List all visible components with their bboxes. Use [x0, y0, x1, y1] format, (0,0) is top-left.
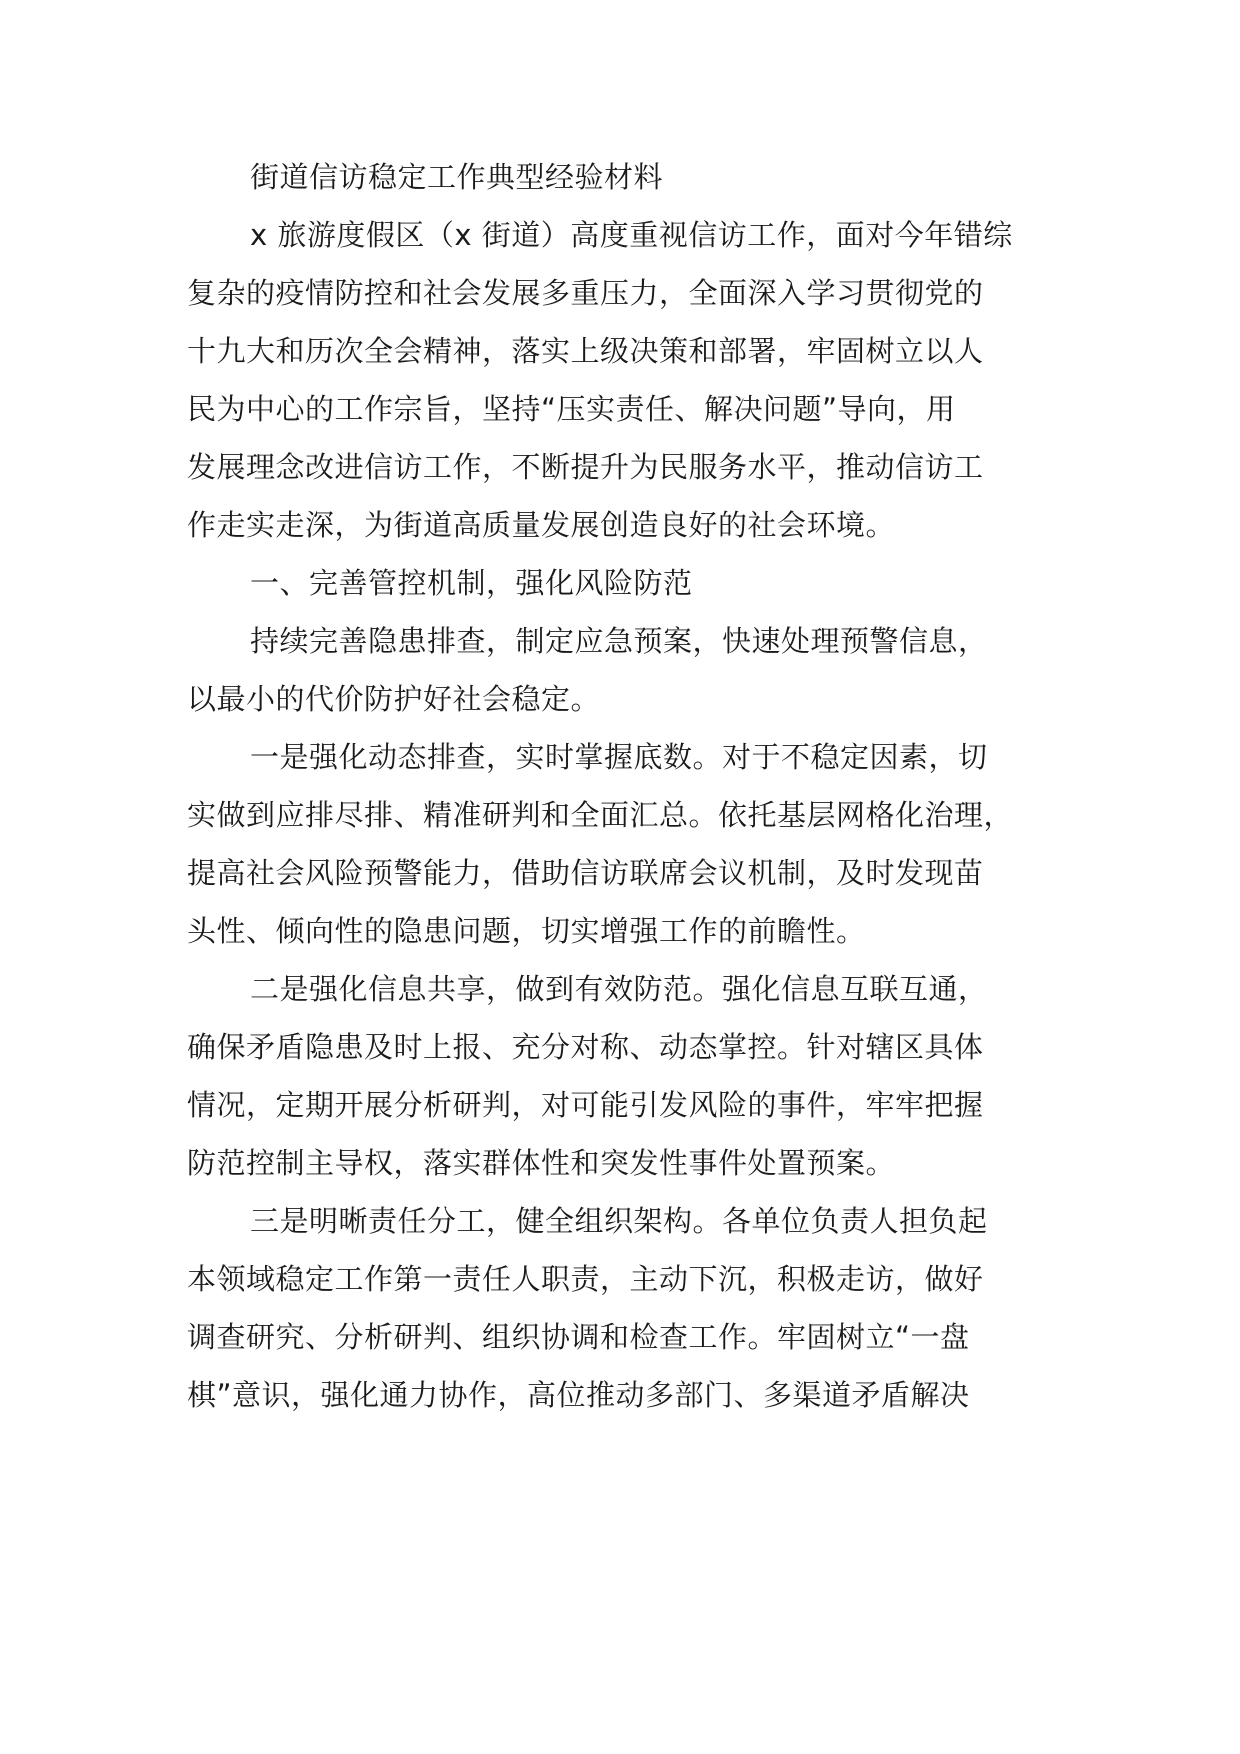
paragraph-line: 确保矛盾隐患及时上报、充分对称、动态掌控。针对辖区具体 [187, 1030, 984, 1064]
paragraph-line: 以最小的代价防护好社会稳定。 [187, 682, 601, 716]
paragraph-line: 本领域稳定工作第一责任人职责，主动下沉，积极走访，做好 [187, 1262, 984, 1296]
paragraph-line: 民为中心的工作宗旨，坚持“压实责任、解决问题”导向，用 [187, 392, 956, 426]
paragraph-line: 持续完善隐患排查，制定应急预案，快速处理预警信息， [250, 624, 988, 658]
paragraph-line: 棋”意识，强化通力协作，高位推动多部门、多渠道矛盾解决 [187, 1378, 970, 1412]
paragraph-line: 十九大和历次全会精神，落实上级决策和部署，牢固树立以人 [187, 334, 984, 368]
paragraph-line: 实做到应排尽排、精准研判和全面汇总。依托基层网格化治理， [187, 798, 1014, 832]
paragraph-line: 调查研究、分析研判、组织协调和检查工作。牢固树立“一盘 [187, 1320, 970, 1354]
paragraph-line: 作走实走深，为街道高质量发展创造良好的社会环境。 [187, 508, 896, 542]
paragraph-line: 三是明晰责任分工，健全组织架构。各单位负责人担负起 [250, 1204, 988, 1238]
paragraph-line: x 旅游度假区（x 街道）高度重视信访工作，面对今年错综 [250, 218, 1013, 252]
paragraph-line: 发展理念改进信访工作，不断提升为民服务水平，推动信访工 [187, 450, 984, 484]
paragraph-line: 情况，定期开展分析研判，对可能引发风险的事件，牢牢把握 [187, 1088, 984, 1122]
paragraph-line: 防范控制主导权，落实群体性和突发性事件处置预案。 [187, 1146, 896, 1180]
section-heading: 一、完善管控机制，强化风险防范 [250, 566, 693, 600]
paragraph-line: 复杂的疫情防控和社会发展多重压力，全面深入学习贯彻党的 [187, 276, 984, 310]
document-title: 街道信访稳定工作典型经验材料 [250, 160, 664, 194]
paragraph-line: 二是强化信息共享，做到有效防范。强化信息互联互通， [250, 972, 988, 1006]
paragraph-line: 一是强化动态排查，实时掌握底数。对于不稳定因素，切 [250, 740, 988, 774]
paragraph-line: 提高社会风险预警能力，借助信访联席会议机制，及时发现苗 [187, 856, 984, 890]
paragraph-line: 头性、倾向性的隐患问题，切实增强工作的前瞻性。 [187, 914, 866, 948]
